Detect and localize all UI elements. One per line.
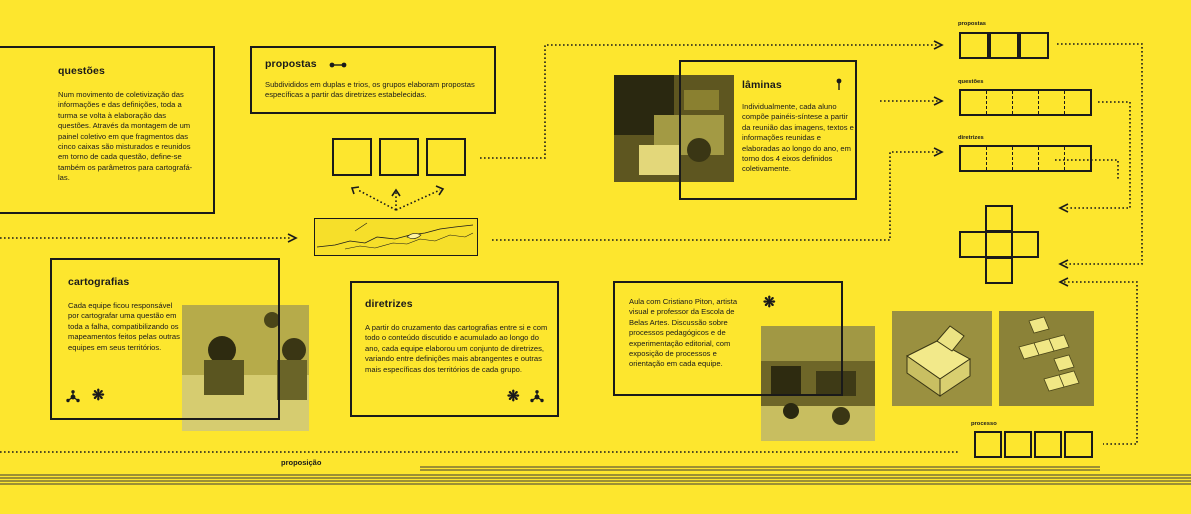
processo-grid-2: [1004, 431, 1032, 458]
laminas-text: Individualmente, cada aluno compõe painéis-síntese a partir da reunião das imagens, textos e informações reunidas e elaboradas ao longo do ano, em torno dos 4 eixos definidos coletivamente.: [742, 102, 854, 174]
territory-map: [314, 218, 478, 256]
aula-box: [613, 281, 843, 396]
processo-grid-4: [1064, 431, 1093, 458]
cartografias-text: Cada equipe ficou responsável por cartografar uma questão em toda a falha, compatibilizando os mapeamentos feitos pelas outras equipes em seus territórios.: [68, 301, 180, 352]
molecule-icon: [530, 390, 544, 404]
diretrizes-title: diretrizes: [365, 298, 413, 310]
asterisk-icon: ❋: [507, 388, 520, 405]
propostas-title: propostas: [265, 58, 317, 70]
questoes-grid: [959, 89, 1092, 116]
arrowhead-fan-left: [352, 187, 359, 194]
label-diretrizes: diretrizes: [958, 135, 984, 141]
propostas-grid-2: [989, 32, 1019, 59]
processo-grid-1: [974, 431, 1002, 458]
pin-icon: [836, 78, 842, 91]
net-center: [985, 231, 1013, 258]
propostas-box: [250, 46, 496, 114]
asterisk-icon: ❋: [92, 387, 105, 404]
diretrizes-text: A partir do cruzamento das cartografias entre si e com todo o conteúdo discutido e acumulado ao longo do ano, cada equipe elaborou um conjunto de diretrizes, variando entre definições mais abrangentes e outras mais específicas dos territórios de cada grupo.: [365, 323, 548, 374]
net-right: [1011, 231, 1039, 258]
connector-fan-left: [358, 190, 396, 210]
dumbbell-icon: [329, 61, 347, 69]
net-bottom: [985, 257, 1013, 284]
laminas-title: lâminas: [742, 79, 782, 91]
label-proposicao: proposição: [281, 458, 322, 467]
laminas-box: [679, 60, 857, 200]
processo-grid-3: [1034, 431, 1062, 458]
cartografias-title: cartografias: [68, 276, 130, 288]
cartografias-box: [50, 258, 280, 420]
square-2: [379, 138, 419, 176]
box-photo: [892, 311, 992, 406]
aula-text: Aula com Cristiano Piton, artista visual e professor da Escola de Belas Artes. Discussão sobre processos pedagógicos e de experimentação editorial, com exposição de processos e orientação em cada equipe.: [629, 297, 738, 369]
label-processo: processo: [971, 421, 997, 427]
diretrizes-grid: [959, 145, 1092, 172]
square-3: [426, 138, 466, 176]
questoes-title: questões: [58, 65, 105, 77]
net-photo: [999, 311, 1094, 406]
label-questoes: questões: [958, 79, 984, 85]
questoes-box: [0, 46, 215, 214]
molecule-icon: [66, 390, 80, 404]
questoes-text: Num movimento de coletivização das informações e das definições, toda a turma se volta à elaboração das questões. Através da montagem de um painel coletivo em que fragmentos das cinco caixas são misturados e reunidos em torno de cada questão, define-se também os parâmetros para cartografá-las.: [58, 90, 193, 183]
propostas-grid-1: [959, 32, 989, 59]
label-propostas: propostas: [958, 21, 987, 27]
diretrizes-box: [350, 281, 559, 417]
square-1: [332, 138, 372, 176]
propostas-text: Subdivididos em duplas e trios, os grupos elaboram propostas específicas a partir das diretrizes estabelecidas.: [265, 80, 475, 100]
net-left: [959, 231, 987, 258]
arrowhead-diretrizes: [934, 148, 942, 156]
propostas-grid-3: [1019, 32, 1049, 59]
asterisk-icon: ❋: [763, 294, 776, 311]
connector-fan-right: [396, 190, 440, 210]
map-outline: [315, 219, 476, 254]
arrowhead-questoes: [934, 97, 942, 105]
net-top: [985, 205, 1013, 232]
